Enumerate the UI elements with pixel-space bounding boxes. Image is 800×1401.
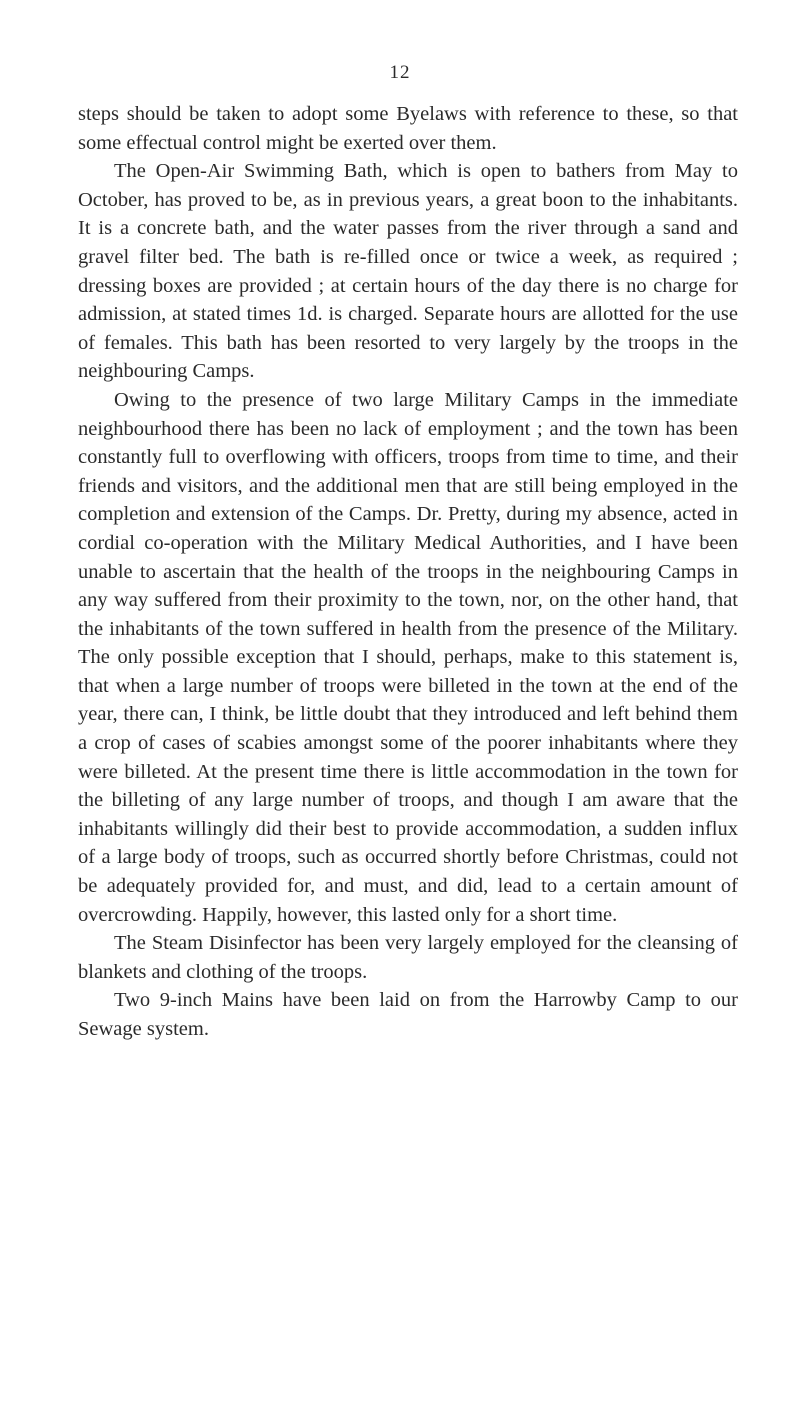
paragraph-sewage-mains: Two 9-inch Mains have been laid on from the Harrowby Camp to our Sewage system. bbox=[78, 989, 738, 1040]
paragraph-byelaws: steps should be taken to adopt some Byelaws with reference to these, so that some effectual control might be exerted over them. bbox=[78, 103, 738, 154]
paragraph-swimming-bath: The Open-Air Swimming Bath, which is open to bathers from May to October, has proved to be, as in previous years, a great boon to the inhabitants. It is a concrete bath, and the water passes from the river through a sand and gravel filter bed. The bath is re-filled once or twice a week, as required ; dressing boxes are provided ; at certain hours of the day there is no charge for admission, at stated times 1d. is charged. Separate hours are allotted for the use of females. This bath has been resorted to very largely by the troops in the neighbouring Camps. bbox=[78, 160, 738, 383]
page-number: 12 bbox=[389, 62, 411, 83]
paragraph-steam-disinfector: The Steam Disinfector has been very largely employed for the cleansing of blankets and clothing of the troops. bbox=[78, 932, 738, 983]
paragraph-military-camps: Owing to the presence of two large Military Camps in the immediate neighbourhood there has been no lack of employment ; and the town has been constantly full to overflowing with officers, troops from time to time, and their friends and visitors, and the additional men that are still being employed in the completion and extension of the Camps. Dr. Pretty, during my absence, acted in cordial co-operation with the Military Medical Authorities, and I have been unable to ascertain that the health of the troops in the neighbouring Camps in any way suffered from their proximity to the town, nor, on the other hand, that the inhabitants of the town suffered in health from the presence of the Military. The only possible exception that I should, perhaps, make to this statement is, that when a large number of troops were billeted in the town at the end of the year, there can, I think, be little doubt that they introduced and left behind them a crop of cases of scabies amongst some of the poorer inhabitants where they were billeted. At the present time there is little accommodation in the town for the billeting of any large number of troops, and though I am aware that the inhabitants willingly did their best to provide accommodation, a sudden influx of a large body of troops, such as occurred shortly before Christmas, could not be adequately provided for, and must, and did, lead to a certain amount of overcrowding. Happily, however, this lasted only for a short time. bbox=[78, 388, 738, 926]
body-text bbox=[78, 100, 738, 1044]
